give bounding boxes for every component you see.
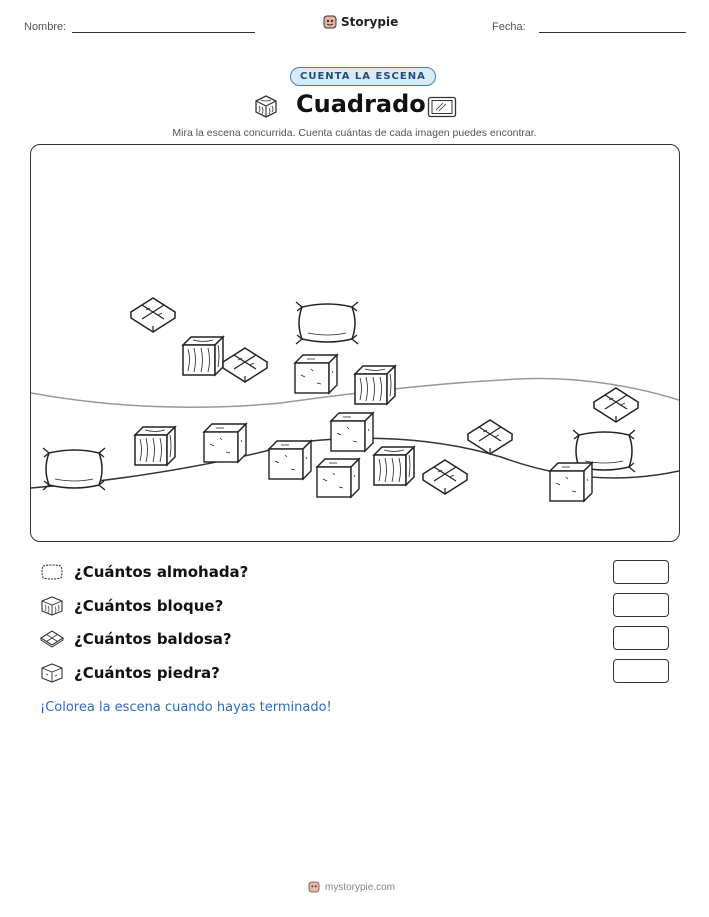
tile-4[interactable] [468, 420, 512, 454]
brand-name: Storypie [341, 15, 399, 29]
brand-logo [323, 14, 398, 30]
answer-box-pillow[interactable] [613, 560, 669, 584]
wood-block-4[interactable] [374, 447, 414, 485]
question-text: ¿Cuántos baldosa? [74, 630, 232, 648]
stone-cube-2[interactable] [204, 424, 246, 462]
wood-block-2[interactable] [355, 366, 395, 404]
stone-cube-1[interactable] [295, 355, 337, 393]
question-text: ¿Cuántos piedra? [74, 664, 220, 682]
footer [308, 880, 395, 894]
question-stone [40, 658, 220, 688]
scene-frame [30, 144, 680, 542]
date-line[interactable] [539, 32, 686, 33]
question-wood-block [40, 591, 223, 621]
pillow-2[interactable] [43, 448, 105, 490]
question-text: ¿Cuántos almohada? [74, 563, 249, 581]
tile-3[interactable] [594, 388, 638, 422]
tile-1[interactable] [131, 298, 175, 332]
storypie-mascot-icon [308, 880, 320, 894]
answer-box-wood-block[interactable] [613, 593, 669, 617]
answer-box-tile[interactable] [613, 626, 669, 650]
storypie-mascot-icon [323, 14, 337, 30]
color-instruction: ¡Colorea la escena cuando hayas terminado! [40, 700, 332, 715]
tile-icon [40, 630, 64, 648]
name-line[interactable] [72, 32, 255, 33]
answer-box-stone[interactable] [613, 659, 669, 683]
scene-illustration[interactable] [31, 145, 679, 541]
pillow-1[interactable] [296, 302, 358, 344]
wood-block-icon [253, 93, 279, 119]
question-pillow [40, 557, 248, 587]
name-label: Nombre: [24, 21, 67, 33]
stone-cube-6[interactable] [550, 463, 592, 501]
wood-block-icon [40, 595, 64, 617]
stone-cube-3[interactable] [331, 413, 373, 451]
question-text: ¿Cuántos bloque? [74, 597, 224, 615]
stone-cube-5[interactable] [317, 459, 359, 497]
stone-cube-4[interactable] [269, 441, 311, 479]
instructions: Mira la escena concurrida. Cuenta cuántas de cada imagen puedes encontrar. [172, 127, 537, 139]
wood-block-3[interactable] [135, 427, 175, 465]
square-frame-icon [427, 96, 457, 118]
question-tile [40, 624, 232, 654]
tile-5[interactable] [423, 460, 467, 494]
pillow-icon [40, 563, 64, 581]
section-badge: CUENTA LA ESCENA [290, 67, 436, 86]
stone-cube-icon [40, 662, 64, 684]
wood-block-1[interactable] [183, 337, 223, 375]
date-label: Fecha: [492, 21, 526, 33]
page-title: Cuadrado [296, 90, 426, 118]
tile-2[interactable] [223, 348, 267, 382]
footer-url[interactable]: mystorypie.com [325, 881, 396, 893]
